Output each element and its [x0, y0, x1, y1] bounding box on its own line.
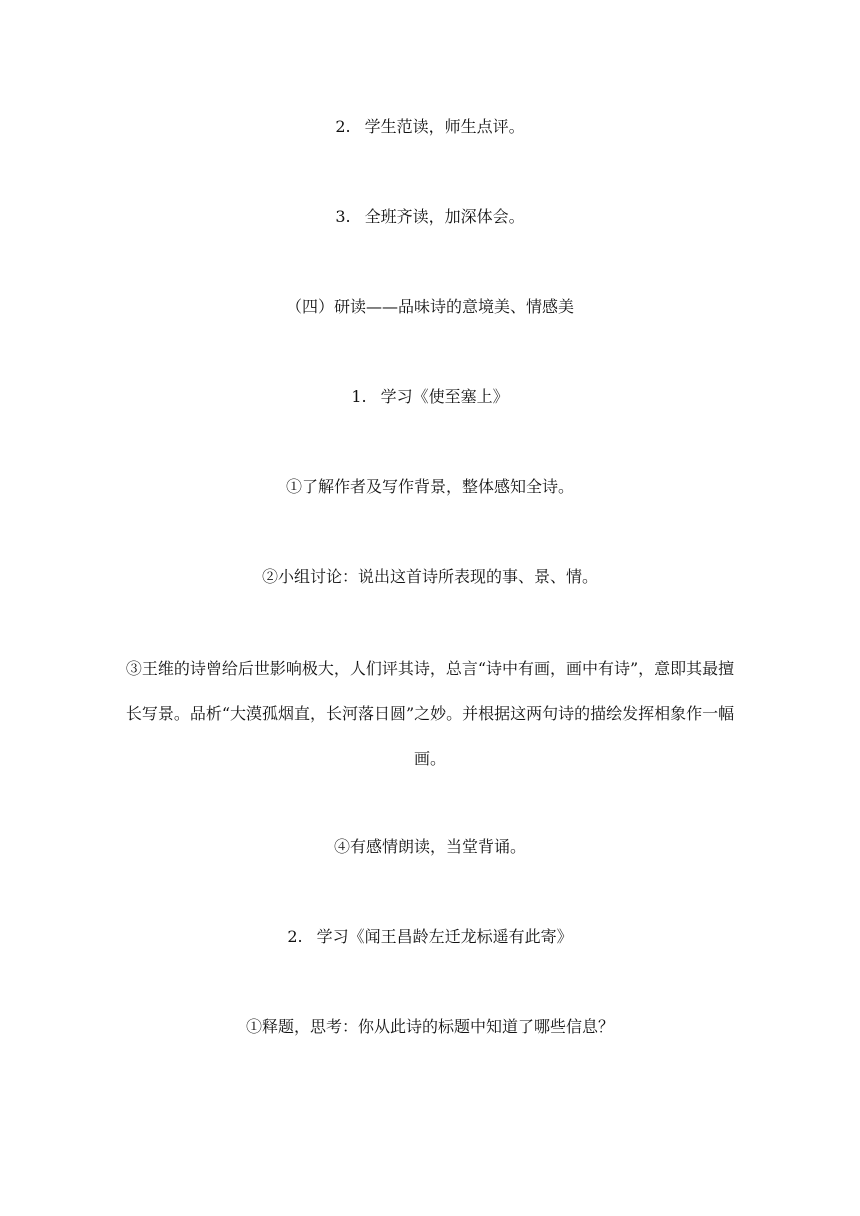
list-text: 学习《闻王昌龄左迁龙标遥有此寄》: [316, 927, 573, 946]
sub-item: [0, 476, 860, 498]
sub-item-text: ①释题，思考：你从此诗的标题中知道了哪些信息？: [245, 1017, 614, 1036]
list-item: [0, 926, 860, 948]
list-text: 学生范读，师生点评。: [364, 117, 525, 136]
sub-item-text: ②小组讨论：说出这首诗所表现的事、景、情。: [261, 567, 598, 586]
paragraph-text: ③王维的诗曾给后世影响极大，人们评其诗，总言“诗中有画，画中有诗”，意即其最擅长写景。品析“大漠孤烟直，长河落日圆”之妙。并根据这两句诗的描绘发挥相象作一幅画。: [125, 659, 735, 768]
list-item: [0, 116, 860, 138]
list-item: [0, 206, 860, 228]
list-text: 全班齐读，加深体会。: [364, 207, 525, 226]
sub-item-text: ①了解作者及写作背景，整体感知全诗。: [285, 477, 574, 496]
section-heading: [0, 296, 860, 318]
list-text: 学习《使至塞上》: [380, 387, 509, 406]
list-number: 1.: [351, 387, 367, 406]
sub-item: [0, 836, 860, 858]
sub-item: [0, 566, 860, 588]
sub-item-paragraph: [120, 646, 740, 781]
sub-item: [0, 1016, 860, 1038]
list-number: 2.: [335, 117, 351, 136]
sub-item-text: ④有感情朗读，当堂背诵。: [333, 837, 526, 856]
list-number: 3.: [335, 207, 351, 226]
section-heading-text: （四）研读——品味诗的意境美、情感美: [285, 297, 574, 316]
list-item: [0, 386, 860, 408]
list-number: 2.: [287, 927, 303, 946]
